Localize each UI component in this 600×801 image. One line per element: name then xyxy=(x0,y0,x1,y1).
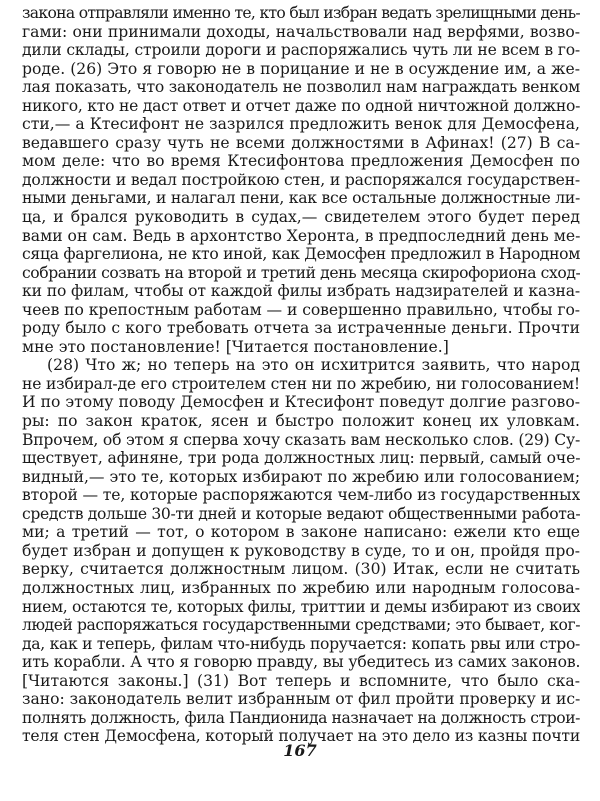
text-line: дили склады, строили дороги и распоряжались чуть ли не всем в го- xyxy=(22,41,580,60)
text-line: роде. (26) Это я говорю не в порицание и не в осуждение им, а же- xyxy=(22,59,580,78)
text-line: ки по филам, чтобы от каждой филы избрать надзирателей и казна- xyxy=(22,282,580,301)
text-line: теля стен Демосфена, который получает на это дело из казны почти xyxy=(22,727,580,746)
text-line: ществует, афиняне, три рода должностных лиц: первый, самый оче- xyxy=(22,449,580,468)
text-line: сяца фаргелиона, не кто иной, как Демосфен предложил в Народном xyxy=(22,245,580,264)
text-line: вами он сам. Ведь в архонтство Херонта, в предпоследний день ме- xyxy=(22,226,580,245)
text-line: лая показать, что законодатель не позволил нам награждать венком xyxy=(22,78,580,97)
text-line: будет избран и допущен к руководству в суде, то и он, пройдя про- xyxy=(22,541,580,560)
text-line: закона отправляли именно те, кто был избран ведать зрелищными день- xyxy=(22,4,580,22)
text-line: (28) Что ж; но теперь на это он исхитрится заявить, что народ xyxy=(22,356,580,375)
text-line: не избирал-де его строителем стен ни по жребию, ни голосованием! xyxy=(22,374,580,393)
text-line: ми; а третий — тот, о котором в законе написано: ежели кто еще xyxy=(22,523,580,542)
paragraph-1 xyxy=(22,4,580,356)
text-line: ведавшего сразу чуть не всеми должностями в Афинах! (27) В са- xyxy=(22,133,580,152)
text-line: Впрочем, об этом я сперва хочу сказать вам несколько слов. (29) Су- xyxy=(22,430,580,449)
text-line: должностных лиц, избранных по жребию или народным голосова- xyxy=(22,578,580,597)
text-line: ными деньгами, и налагал пени, как все остальные должностные ли- xyxy=(22,189,580,208)
text-line: [Читаются законы.] (31) Вот теперь и вспомните, что было ска- xyxy=(22,671,580,690)
text-line: мне это постановление! [Читается постановление.] xyxy=(22,337,449,356)
text-line: сти,— а Ктесифонт не зазрился предложить венок для Демосфена, xyxy=(22,115,580,134)
text-line: ить корабли. А что я говорю правду, вы убедитесь из самих законов. xyxy=(22,653,580,672)
text-line: роду было с кого требовать отчета за истраченные деньги. Прочти xyxy=(22,319,580,338)
text-line: средств дольше 30-ти дней и которые ведают общественными работа- xyxy=(22,504,580,523)
text-line: полнять должность, фила Пандионида назначает на должность строи- xyxy=(22,708,580,727)
text-line: ца, и брался руководить в судах,— свидетелем этого будет перед xyxy=(22,208,580,227)
text-line: да, как и теперь, филам что-нибудь поручается: копать рвы или стро- xyxy=(22,634,580,653)
text-line: чеев по крепостным работам — и совершенно правильно, чтобы го- xyxy=(22,300,580,319)
text-line: зано: законодатель велит избранным от фил пройти проверку и ис- xyxy=(22,690,580,709)
text-line: людей распоряжаться государственными средствами; это бывает, ког- xyxy=(22,616,580,635)
text-line: нием, остаются те, которых филы, триттии и демы избирают из своих xyxy=(22,597,580,616)
text-line: мом деле: что во время Ктесифонтова предложения Демосфен по xyxy=(22,152,580,171)
text-line: никого, кто не даст ответ и отчет даже по одной ничтожной должно- xyxy=(22,96,580,115)
text-line: второй — те, которые распоряжаются чем-либо из государственных xyxy=(22,486,580,505)
paragraph-2 xyxy=(22,356,580,745)
text-line: должности и ведал постройкою стен, и распоряжался государствен- xyxy=(22,170,580,189)
text-line: собрании созвать на второй и третий день месяца скирофориона сход- xyxy=(22,263,580,282)
text-line: верку, считается должностным лицом. (30) Итак, если не считать xyxy=(22,560,580,579)
page-number: 167 xyxy=(283,741,317,760)
page-body xyxy=(22,4,580,746)
text-line: И по этому поводу Демосфен и Ктесифонт поведут долгие разгово- xyxy=(22,393,580,412)
text-line: видный,— это те, которых избирают по жребию или голосованием; xyxy=(22,467,580,486)
text-line: ры: по закон краток, ясен и быстро положит конец их уловкам. xyxy=(22,412,580,431)
text-line: гами: они принимали доходы, начальствовали над верфями, возво- xyxy=(22,22,580,41)
